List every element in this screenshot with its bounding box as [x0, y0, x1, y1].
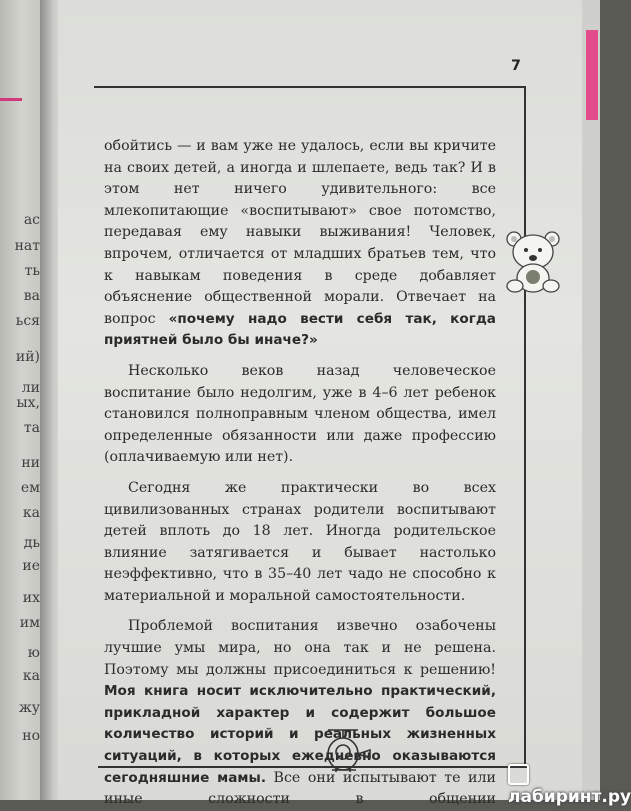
- paragraph: [104, 361, 496, 469]
- left-page-fragment: им: [19, 615, 40, 631]
- text-run: Проблемой воспитания извечно озабочены лучшие умы мира, но она так и не решена. Поэтому мы должны присоединиться к решению!: [104, 618, 496, 678]
- left-page-fragment: ых,: [16, 395, 40, 411]
- watermark-text: лабиринт.ру: [508, 787, 631, 807]
- left-page-fragment: та: [23, 420, 40, 436]
- text-run: Несколько веков назад человеческое воспитание было недолгим, уже в 4–6 лет ребенок становился полноправным членом общества, имел определенные обязанности или даже профессию (оплачиваемую или нет).: [104, 362, 496, 466]
- paragraph: [104, 478, 496, 608]
- bold-phrase: Моя книга носит исключительно практический, прикладной характер и содержит большое количество историй и реальных жизненных ситуаций, в которых ежедневно оказываются сегодняшние мамы.: [104, 683, 496, 786]
- helicopter-icon: [320, 724, 374, 776]
- book-page: [58, 0, 631, 808]
- left-page-fragment: их: [22, 590, 40, 606]
- left-page-fragment: но: [22, 728, 40, 744]
- left-page-fragment: ни: [21, 455, 40, 471]
- pink-rule: [0, 98, 22, 101]
- left-page-fragment: нат: [14, 238, 40, 254]
- paragraph: [104, 136, 496, 352]
- left-page-fragment: ю: [27, 645, 40, 661]
- right-page-edge: [582, 0, 600, 800]
- left-page-edge: [0, 0, 40, 800]
- labirint-watermark: [508, 764, 631, 807]
- left-page-fragment: ть: [24, 263, 40, 279]
- text-run: обойтись — и вам уже не удалось, если вы кричите на своих детей, а иногда и шлепаете, ведь так? И в этом нет ничего удивительного: все млекопитающие «воспитывают» свое потомство, передавая ему навыки выживания! Человек, впрочем, отличается от младших братьев тем, что к навыкам поведения в среде добавляет объяснение общественной морали. Отвечает на вопрос: [104, 138, 496, 327]
- pink-tab: [586, 30, 598, 120]
- left-page-fragment: дь: [23, 535, 40, 551]
- left-page-fragment: жу: [18, 700, 40, 716]
- left-page-fragment: ие: [22, 558, 40, 574]
- left-page-fragment: ас: [23, 212, 40, 228]
- paragraph: [104, 616, 496, 810]
- text-run: Сегодня же практически во всех цивилизованных странах родители воспитывают детей вплоть до 18 лет. Иногда родительское влияние затягивается и бывает настолько неэффективно, что в 35–40 лет чадо не способно к материальной и моральной самостоятельности.: [104, 479, 496, 604]
- body-text: [104, 136, 496, 811]
- left-page-fragment: ься: [15, 313, 40, 329]
- left-page-fragment: ий): [15, 349, 40, 365]
- left-page-fragment: ка: [22, 668, 40, 684]
- left-page-fragment: ка: [22, 505, 40, 521]
- left-page-fragment: ем: [20, 480, 40, 496]
- left-page-fragment: ли: [21, 380, 40, 396]
- page-number: 7: [511, 58, 521, 74]
- text-run: Все они испытывают те или иные сложности в общении: [104, 769, 496, 808]
- left-page-fragment: ва: [23, 288, 40, 304]
- bold-phrase: «почему надо вести себя так, когда приятней было бы иначе?»: [104, 310, 496, 349]
- teddy-bear-icon: [502, 230, 564, 296]
- labirint-logo-icon: [508, 764, 529, 785]
